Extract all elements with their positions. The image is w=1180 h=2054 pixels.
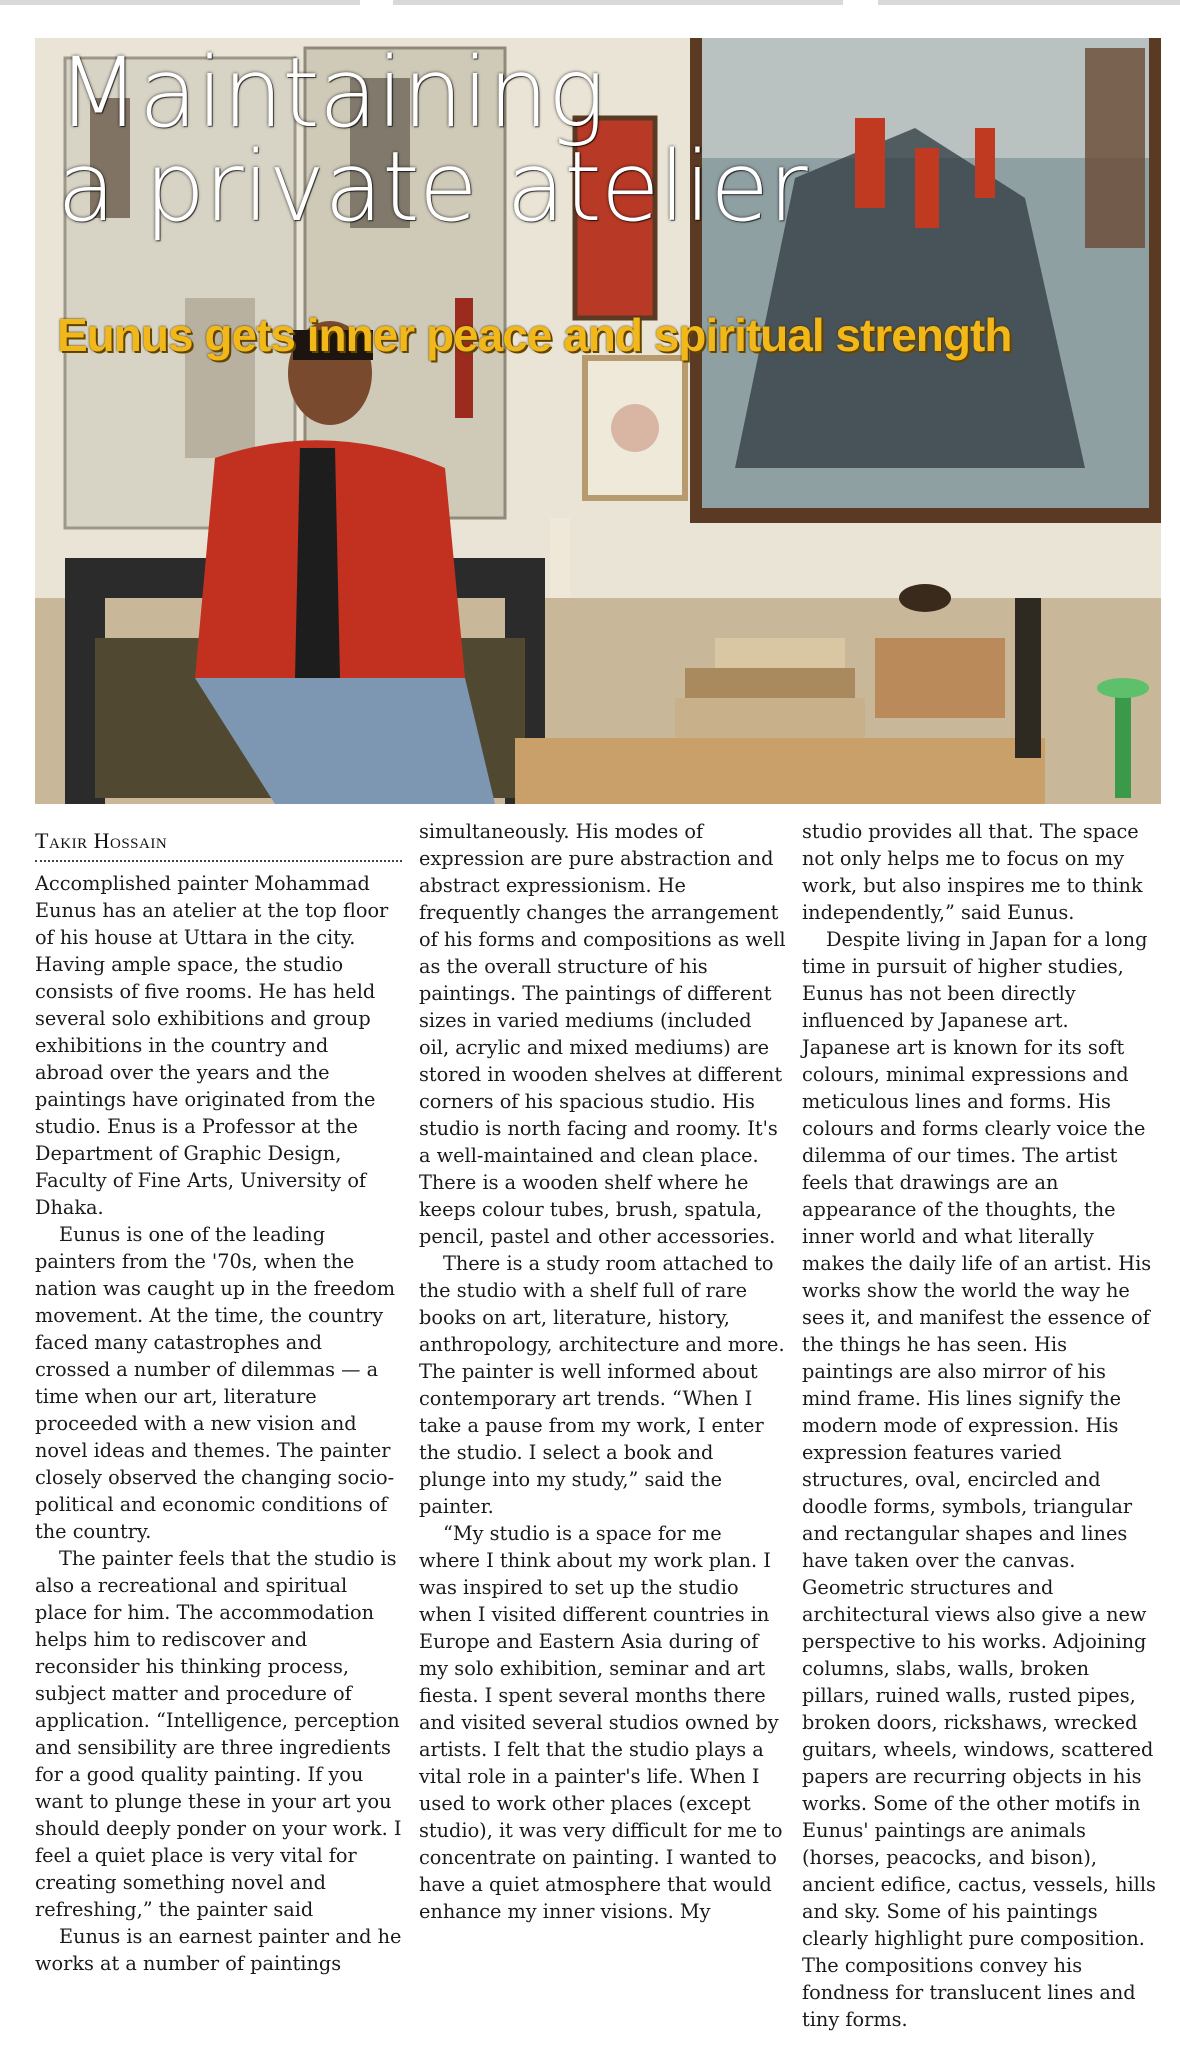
headline	[57, 38, 807, 244]
paragraph: Despite living in Japan for a long time in pursuit of higher studies, Eunus has not been directly influenced by Japanese art. Japanese art is known for its soft colours, minimal expressions and meticulous lines and forms. His colours and forms clearly voice the dilemma of our times. The artist feels that drawings are an appearance of the thoughts, the inner world and what literally makes the daily life of an artist. His works show the world the way he sees it, and manifest the essence of the things he has seen. His paintings are also mirror of his mind frame. His lines signify the modern mode of expression. His expression features varied structures, oval, encircled and doodle forms, symbols, triangular and rectangular shapes and lines have taken over the canvas. Geometric structures and architectural views also give a new perspective to his works. Adjoining columns, slabs, walls, broken pillars, ruined walls, rusted pipes, broken doors, rickshaws, wrecked guitars, wheels, windows, scattered papers are recurring objects in his works. Some of the other motifs in Eunus' paintings are animals (horses, peacocks, and bison), ancient edifice, cactus, vessels, hills and sky. Some of his paintings clearly highlight pure composition. The compositions convey his fondness for translucent lines and tiny forms.	[802, 928, 1156, 2031]
top-rule	[393, 0, 843, 5]
column-2	[419, 818, 786, 1925]
column-3	[802, 818, 1161, 2033]
paragraph: Eunus is an earnest painter and he works at a number of paintings	[35, 1925, 402, 1975]
byline: Takir Hossain	[35, 828, 168, 853]
byline-divider	[35, 860, 402, 862]
paragraph: There is a study room attached to the studio with a shelf full of rare books on art, literature, history, anthropology, architecture and more. The painter is well informed about contemporary art trends. “When I take a pause from my work, I enter the studio. I select a book and plunge into my study,” said the painter.	[419, 1252, 785, 1518]
paragraph: Accomplished painter Mohammad Eunus has an atelier at the top floor of his house at Uttara in the city. Having ample space, the studio consists of five rooms. He has held several solo exhibitions and group exhibitions in the country and abroad over the years and the paintings have originated from the studio. Enus is a Professor at the Department of Graphic Design, Faculty of Fine Arts, University of Dhaka.	[35, 872, 389, 1219]
paragraph: “My studio is a space for me where I think about my work plan. I was inspired to set up the studio when I visited different countries in Europe and Eastern Asia during of my solo exhibition, seminar and art fiesta. I spent several months there and visited several studios owned by artists. I felt that the studio plays a vital role in a painter's life. When I used to work other places (except studio), it was very difficult for me to concentrate on painting. I wanted to have a quiet atmosphere that would enhance my inner visions. My	[419, 1522, 783, 1923]
headline-line-2: a private atelier	[57, 131, 807, 244]
headline-line-1: Maintaining	[57, 38, 605, 149]
feature-photo	[35, 38, 1161, 804]
subheading: Eunus gets inner peace and spiritual strength	[57, 309, 1012, 361]
paragraph: simultaneously. His modes of expression are pure abstraction and abstract expressionism. He frequently changes the arrangement of his forms and compositions as well as the overall structure of his paintings. The paintings of different sizes in varied mediums (included oil, acrylic and mixed mediums) are stored in wooden shelves at different corners of his spacious studio. His studio is north facing and roomy. It's a well-maintained and clean place. There is a wooden shelf where he keeps colour tubes, brush, spatula, pencil, pastel and other accessories.	[419, 820, 786, 1248]
top-rule	[0, 0, 360, 5]
paragraph: The painter feels that the studio is also a recreational and spiritual place for him. The accommodation helps him to rediscover and reconsider his thinking process, subject matter and procedure of application. “Intelligence, perception and sensibility are three ingredients for a good quality painting. If you want to plunge these in your art you should deeply ponder on your work. I feel a quiet place is very vital for creating something novel and refreshing,” the painter said	[35, 1547, 402, 1921]
column-1	[35, 818, 402, 1977]
top-rule	[878, 0, 1180, 5]
paragraph: Eunus is one of the leading painters from the '70s, when the nation was caught up in the freedom movement. At the time, the country faced many catastrophes and crossed a number of dilemmas — a time when our art, literature proceeded with a new vision and novel ideas and themes. The painter closely observed the changing socio-political and economic conditions of the country.	[35, 1223, 396, 1543]
paragraph: studio provides all that. The space not only helps me to focus on my work, but also inspires me to think independently,” said Eunus.	[802, 820, 1143, 924]
article-body	[35, 818, 1161, 2048]
